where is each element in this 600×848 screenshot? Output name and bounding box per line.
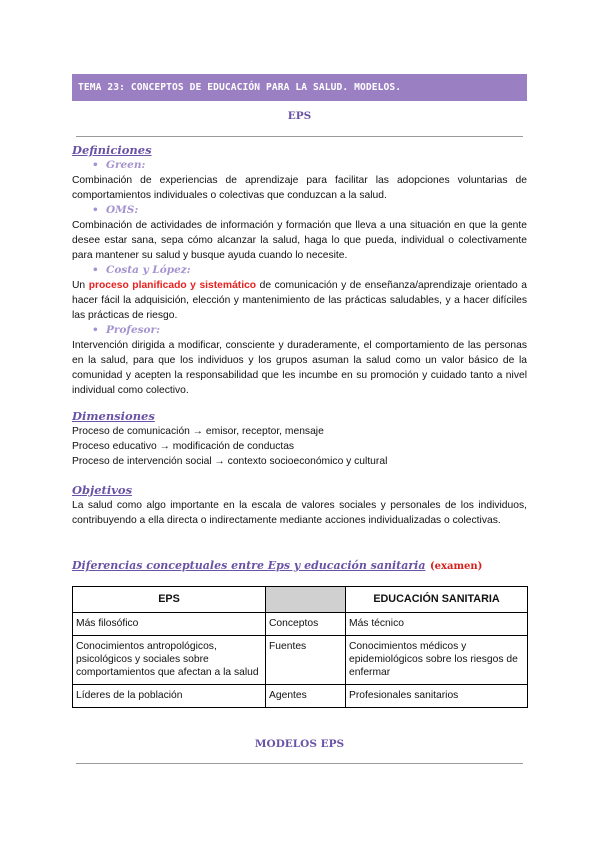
comparison-table	[72, 586, 528, 708]
highlight-text: proceso planificado y sistemático	[88, 280, 257, 291]
table-cell: Conocimientos médicos y epidemiológicos sobre los riesgos de enfermar	[346, 636, 528, 685]
objetivos-heading: Objetivos	[72, 483, 133, 497]
bullet-icon: •	[92, 159, 99, 171]
diferencias-heading: Diferencias conceptuales entre Eps y educación sanitaria	[72, 559, 426, 572]
divider	[76, 136, 523, 137]
bullet-icon: •	[92, 204, 99, 216]
definition-text: Un proceso planificado y sistemático de comunicación y de enseñanza/aprendizaje orientado a hacer fácil la adquisición, elección y mantenimiento de las prácticas saludables, y a hacer difíciles las prácticas de riesgo.	[72, 280, 528, 321]
table-cell: Más filosófico	[73, 613, 266, 636]
diferencias-heading-row	[72, 556, 527, 574]
table-row	[73, 613, 528, 636]
dimension-line: Proceso educativo → modificación de conductas	[72, 441, 295, 452]
table-header-blank	[266, 587, 346, 613]
bullet-icon: •	[92, 264, 99, 276]
definition-author: • Costa y López:	[92, 264, 191, 276]
table-cell: Conocimientos antropológicos, psicológicos y sociales sobre comportamientos que afectan a la salud	[73, 636, 266, 685]
table-cell: Profesionales sanitarios	[346, 685, 528, 708]
objetivos-text: La salud como algo importante en la escala de valores sociales y personales de los individuos, contribuyendo a ella directa o indirectamente mediante acciones individualizadas o colectivas.	[72, 500, 527, 526]
modelos-title: MODELOS EPS	[254, 738, 345, 750]
definition-text: Intervención dirigida a modificar, consciente y duraderamente, el comportamiento de las personas en la salud, para que los individuos y los grupos asuman la salud como un valor básico de la comunidad y acepten la responsabilidad que les incumbe en su promoción y cuidado tanto a nivel individual como colectivo.	[72, 340, 527, 396]
divider	[76, 763, 523, 764]
eps-title: EPS	[287, 110, 312, 122]
table-header-eps: EPS	[73, 587, 266, 613]
definition-author: • OMS:	[92, 204, 139, 216]
dimensiones-section	[72, 409, 527, 469]
table-row	[73, 636, 528, 685]
table-cell: Líderes de la población	[73, 685, 266, 708]
dimensiones-heading: Dimensiones	[72, 409, 155, 423]
definition-text: Combinación de experiencias de aprendizaje para facilitar las adopciones voluntarias de comportamientos individuales o colectivas que conduzcan a la salud.	[72, 175, 527, 201]
table-cell: Fuentes	[266, 636, 346, 685]
topic-banner: TEMA 23: CONCEPTOS DE EDUCACIÓN PARA LA SALUD. MODELOS.	[72, 74, 527, 101]
dimension-line: Proceso de comunicación → emisor, receptor, mensaje	[72, 426, 324, 437]
definiciones-heading: Definiciones	[72, 143, 152, 157]
objetivos-section	[72, 483, 527, 528]
definition-text: Combinación de actividades de información y formación que lleva a una situación en que la gente desee estar sana, sepa cómo alcanzar la salud, haga lo que pueda, individual o colectivamente para mantener su salud y busque ayuda cuando lo necesite.	[72, 220, 527, 261]
dimension-line: Proceso de intervención social → contexto socioeconómico y cultural	[72, 456, 388, 467]
definiciones-section	[72, 143, 527, 398]
exam-tag: (examen)	[429, 561, 483, 572]
definition-author: • Profesor:	[92, 324, 160, 336]
table-cell: Conceptos	[266, 613, 346, 636]
table-cell: Más técnico	[346, 613, 528, 636]
table-cell: Agentes	[266, 685, 346, 708]
definition-author: • Green:	[92, 159, 146, 171]
table-row	[73, 685, 528, 708]
table-header-row	[73, 587, 528, 613]
bullet-icon: •	[92, 324, 99, 336]
table-header-educacion: EDUCACIÓN SANITARIA	[346, 587, 528, 613]
